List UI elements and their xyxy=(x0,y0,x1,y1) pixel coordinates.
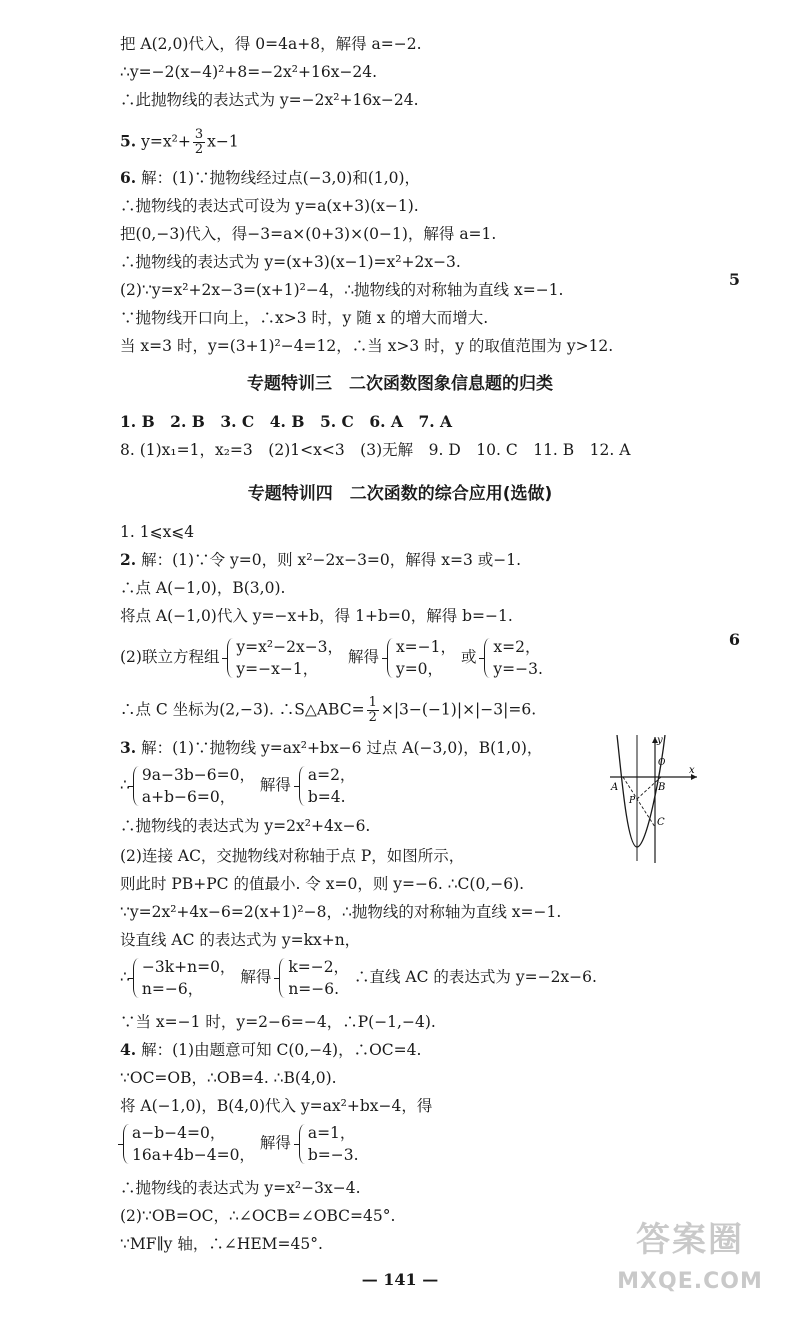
s4-q4-line-7: ∵MF∥y 轴，∴∠HEM=45°. xyxy=(120,1235,323,1253)
section-3-title: 专题特训三 二次函数图象信息题的归类 xyxy=(247,374,553,394)
s4-q2-line-3: 将点 A(−1,0)代入 y=−x+b，得 1+b=0，解得 b=−1. xyxy=(120,607,513,625)
s4-q3-eq-1: 9a−3b−6=0， xyxy=(141,766,255,784)
s4-q3-system-1 xyxy=(130,764,255,808)
point-c-label: C xyxy=(657,817,665,828)
s4-q2-system-line xyxy=(120,634,543,680)
s4-q4-eq-1: a−b−4=0， xyxy=(132,1124,226,1142)
q5-answer xyxy=(120,128,239,157)
q5-pre: y=x²+ xyxy=(141,132,191,151)
s4-q2-solution-2 xyxy=(481,636,543,680)
page-number: — 141 — xyxy=(361,1270,439,1289)
s4-q2-solution-1 xyxy=(384,636,456,680)
s4-q3-system-line xyxy=(120,762,355,808)
s4-q3-sol-a: a=2， xyxy=(307,766,356,784)
section-4-title: 专题特训四 二次函数的综合应用(选做) xyxy=(247,484,553,504)
s4-q4-system-1 xyxy=(120,1122,255,1166)
segment-ac xyxy=(623,777,655,827)
s4-q4-line-2: ∵OC=OB，∴OB=4. ∴B(4,0). xyxy=(120,1069,337,1087)
s4-q1: 1. 1⩽x⩽4 xyxy=(120,523,195,541)
line-expand: ∴y=−2(x−4)²+8=−2x²+16x−24. xyxy=(120,63,378,81)
s4-q2-sol2-x: x=2， xyxy=(493,638,541,656)
s4-q4-line-1 xyxy=(120,1040,421,1060)
q6-line-5: (2)∵y=x²+2x−3=(x+1)²−4，∴抛物线的对称轴为直线 x=−1. xyxy=(120,281,564,299)
s4-q2-line-1 xyxy=(120,550,521,570)
s4-q4-number: 4. xyxy=(120,1040,137,1059)
y-label: y xyxy=(657,735,663,746)
s4-q3-solve-label-2: 解得 xyxy=(240,968,272,986)
watermark-line-2: MXQE.COM xyxy=(617,1269,763,1294)
q5-post: x−1 xyxy=(207,132,239,151)
q6-number: 6. xyxy=(120,168,137,187)
s4-q4-eq-2: 16a+4b−4=0， xyxy=(132,1146,255,1164)
q5-fraction xyxy=(193,128,205,157)
line-substitute-a: 把 A(2,0)代入，得 0=4a+8，解得 a=−2. xyxy=(120,35,422,53)
point-a-label: A xyxy=(611,782,619,793)
s4-q2-eq-1: y=x²−2x−3， xyxy=(236,638,344,656)
section-3-answers-1: 1. B 2. B 3. C 4. B 5. C 6. A 7. A xyxy=(120,412,453,431)
s4-q4-text-1: 解：(1)由题意可知 C(0,−4)，∴OC=4. xyxy=(141,1041,422,1059)
s4-q3-text-1: 解：(1)∵抛物线 y=ax²+bx−6 过点 A(−3,0)，B(1,0)， xyxy=(141,739,543,757)
s4-q3-solve-label: 解得 xyxy=(259,776,291,794)
q6-text-1: 解：(1)∵抛物线经过点(−3,0)和(1,0)， xyxy=(141,169,421,187)
s4-q2-area-line xyxy=(120,696,536,725)
s4-q2-system-1 xyxy=(224,636,343,680)
s4-q2-solve-label: 解得 xyxy=(347,648,379,666)
s4-q3-line-5: 则此时 PB+PC 的值最小. 令 x=0，则 y=−6. ∴C(0,−6). xyxy=(120,875,525,893)
s4-q4-line-6: (2)∵OB=OC，∴∠OCB=∠OBC=45°. xyxy=(120,1207,396,1225)
s4-q2-number: 2. xyxy=(120,550,137,569)
q6-line-4: ∴抛物线的表达式为 y=(x+3)(x−1)=x²+2x−3. xyxy=(120,253,461,271)
watermark-logo xyxy=(600,1215,780,1315)
s4-q3-line-7: 设直线 AC 的表达式为 y=kx+n， xyxy=(120,931,361,949)
s4-q4-solve-label: 解得 xyxy=(259,1134,291,1152)
point-b-label: B xyxy=(658,782,666,793)
s4-q2-sol1-x: x=−1， xyxy=(395,638,457,656)
q6-line-7: 当 x=3 时，y=(3+1)²−4=12，∴当 x>3 时，y 的取值范围为 y>12. xyxy=(120,337,614,355)
q6-line-1 xyxy=(120,168,420,188)
s4-q3-line-4: (2)连接 AC，交抛物线对称轴于点 P，如图所示， xyxy=(120,847,465,865)
s4-q3-system-2 xyxy=(130,956,236,1000)
s4-q2-frac-denominator: 2 xyxy=(368,710,377,725)
s4-q4-line-3: 将 A(−1,0)，B(4,0)代入 y=ax²+bx−4，得 xyxy=(120,1097,433,1115)
s4-q2-area-pre: ∴点 C 坐标为(2,−3). ∴S△ABC= xyxy=(120,700,365,719)
s4-q4-sol-a: a=1， xyxy=(307,1124,356,1142)
s4-q3-therefore-2: ∴ xyxy=(120,968,130,986)
s4-q3-eq-2: a+b−6=0， xyxy=(141,788,236,806)
s4-q2-line-2: ∴点 A(−1,0)，B(3,0). xyxy=(120,579,286,597)
s4-q3-number: 3. xyxy=(120,738,137,757)
parabola-figure xyxy=(605,735,700,865)
watermark-line-1: 答案圈 xyxy=(636,1220,744,1260)
s4-q3-sol-b: b=4. xyxy=(307,788,346,806)
s4-q2-frac-numerator: 1 xyxy=(368,695,377,710)
q6-line-2: ∴抛物线的表达式可设为 y=a(x+3)(x−1). xyxy=(120,197,419,215)
x-label: x xyxy=(689,765,695,776)
q5-frac-denominator: 2 xyxy=(194,142,204,157)
s4-q2-combine-label: (2)联立方程组 xyxy=(120,648,220,666)
s4-q2-sol2-y: y=−3. xyxy=(493,660,543,678)
s4-q3-sol-k: k=−2， xyxy=(288,958,350,976)
s4-q3-solution-1 xyxy=(296,764,356,808)
s4-q3-line-1 xyxy=(120,738,542,758)
s4-q4-solution-1 xyxy=(296,1122,359,1166)
s4-q4-system-line xyxy=(120,1120,359,1166)
s4-q3-solution-2 xyxy=(276,956,349,1000)
s4-q2-area-post: ×|3−(−1)|×|−3|=6. xyxy=(380,700,537,719)
s4-q3-eq-4: n=−6， xyxy=(141,980,204,998)
point-p-label: P xyxy=(629,796,636,806)
s4-q2-eq-2: y=−x−1， xyxy=(236,660,319,678)
s4-q3-line-9: ∵当 x=−1 时，y=2−6=−4，∴P(−1,−4). xyxy=(120,1013,436,1031)
s4-q3-eq-3: −3k+n=0， xyxy=(141,958,236,976)
section-3-answers-2: 8. (1)x₁=1，x₂=3 (2)1<x<3 (3)无解 9. D 10. C 11. B 12. A xyxy=(120,441,631,459)
s4-q3-sol-n: n=−6. xyxy=(288,980,340,998)
s4-q4-line-5: ∴抛物线的表达式为 y=x²−3x−4. xyxy=(120,1179,361,1197)
s4-q2-or: 或 xyxy=(460,648,477,666)
s4-q2-area-fraction xyxy=(367,696,379,725)
s4-q2-sol1-y: y=0， xyxy=(395,660,444,678)
s4-q2-text-1: 解：(1)∵令 y=0，则 x²−2x−3=0，解得 x=3 或−1. xyxy=(141,551,522,569)
s4-q4-sol-b: b=−3. xyxy=(307,1146,359,1164)
margin-number-5: 5 xyxy=(728,270,740,289)
origin-label: O xyxy=(658,758,666,768)
s4-q3-therefore: ∴ xyxy=(120,776,130,794)
margin-number-6: 6 xyxy=(728,630,740,649)
q6-line-6: ∵抛物线开口向上，∴x>3 时，y 随 x 的增大而增大. xyxy=(120,309,489,327)
s4-q3-line-3: ∴抛物线的表达式为 y=2x²+4x−6. xyxy=(120,817,371,835)
line-expression: ∴此抛物线的表达式为 y=−2x²+16x−24. xyxy=(120,91,419,109)
s4-q3-system-line-2 xyxy=(120,954,597,1000)
s4-q3-line-6: ∵y=2x²+4x−6=2(x+1)²−8，∴抛物线的对称轴为直线 x=−1. xyxy=(120,903,562,921)
q5-frac-numerator: 3 xyxy=(194,127,204,142)
s4-q3-line-ac: ∴直线 AC 的表达式为 y=−2x−6. xyxy=(354,968,597,986)
q5-number: 5. xyxy=(120,131,137,151)
q6-line-3: 把(0,−3)代入，得−3=a×(0+3)×(0−1)，解得 a=1. xyxy=(120,225,497,243)
